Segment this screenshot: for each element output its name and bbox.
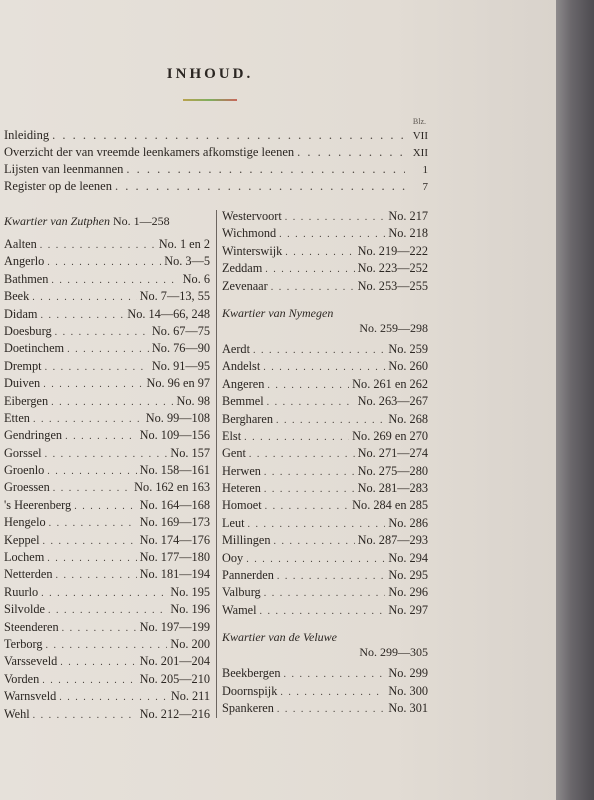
intro-contents-list [4,128,428,196]
register-entry [4,272,210,289]
leader-dots [47,466,136,477]
entry-place: Wamel [222,602,257,617]
entry-numbers: No. 211 [170,689,210,704]
entry-place: Netterden [4,567,53,582]
leader-dots [42,675,136,686]
entry-numbers: No. 271—274 [357,446,428,461]
right-column [222,209,428,718]
entry-place: Varsseveld [4,654,58,669]
register-entry [4,515,210,532]
register-entry [4,602,210,619]
register-entry [4,689,210,706]
entry-place: Warnsveld [4,689,57,704]
leader-dots [47,257,161,268]
register-entry [4,498,210,515]
entry-numbers: No. 14—66, 248 [127,306,210,321]
intro-entry [4,162,428,179]
entry-numbers: No. 295 [388,568,428,583]
register-entry [222,568,428,585]
leader-dots [55,570,136,581]
register-entry [4,359,210,376]
intro-entry-page: 1 [422,164,428,176]
leader-dots [277,704,385,715]
entry-place: Terborg [4,636,43,651]
entry-numbers: No. 174—176 [139,532,210,547]
leader-dots [280,687,385,698]
entry-numbers: No. 91—95 [151,358,210,373]
entry-numbers: No. 275—280 [357,463,428,478]
leader-dots [279,229,385,240]
entry-place: Zevenaar [222,278,268,293]
entry-place: Hengelo [4,515,46,530]
column-divider [216,210,217,718]
intro-entry [4,179,428,196]
entry-numbers: No. 98 [176,393,210,408]
entry-place: Aerdt [222,341,250,356]
entry-place: Zeddam [222,261,263,276]
entry-numbers: No. 99—108 [145,410,210,425]
register-entry [4,394,210,411]
section-numbers: No. 259—298 [359,320,428,335]
leader-dots [59,692,168,703]
leader-dots [43,379,143,390]
register-entry [222,684,428,701]
register-entry [4,376,210,393]
register-entry [222,412,428,429]
register-entry [222,377,428,394]
register-entry [4,480,210,497]
section-numbers: No. 1—258 [113,214,170,228]
entry-numbers: No. 263—267 [357,394,428,409]
entry-place: Ruurlo [4,584,39,599]
leader-dots [126,162,405,177]
entry-numbers: No. 200 [170,636,210,651]
entry-place: Westervoort [222,209,282,223]
leader-dots [276,415,385,426]
register-entry [222,261,428,278]
entry-numbers: No. 3—5 [164,254,210,269]
leader-dots [51,275,179,286]
entry-numbers: No. 6 [182,271,210,286]
entry-place: Spankeren [222,700,274,715]
leader-dots [53,483,131,494]
entry-place: Bergharen [222,411,273,426]
leader-dots [297,145,405,160]
leader-dots [67,344,149,355]
leader-dots [249,449,355,460]
entry-numbers: No. 169—173 [139,515,210,530]
intro-entry-label: Register op de leenen [4,179,112,193]
entry-place: Steenderen [4,619,59,634]
register-entry [222,342,428,359]
entry-list-zutphen [4,237,210,724]
entry-numbers: No. 7—13, 55 [139,289,210,304]
register-entry [222,533,428,550]
page-edge-shadow [556,0,594,800]
register-entry [4,289,210,306]
register-entry [4,307,210,324]
register-entry [4,341,210,358]
leader-dots [115,179,405,194]
entry-numbers: No. 260 [388,359,428,374]
register-entry [222,244,428,261]
register-entry [4,585,210,602]
entry-place: Millingen [222,533,271,548]
entry-place: Heteren [222,481,261,496]
register-entry [222,516,428,533]
leader-dots [43,536,137,547]
entry-numbers: No. 197—199 [139,619,210,634]
register-entry [4,446,210,463]
register-entry [222,209,428,226]
leader-dots [48,605,167,616]
entry-place: Doesburg [4,323,52,338]
entry-place: Andelst [222,359,261,374]
entry-place: Bemmel [222,394,264,409]
entry-numbers: No. 269 en 270 [352,428,428,443]
entry-place: Beek [4,289,30,304]
register-entry [4,672,210,689]
entry-place: Ooy [222,550,244,565]
leader-dots [62,623,137,634]
register-entry [4,567,210,584]
entry-numbers: No. 96 en 97 [146,376,210,391]
entry-numbers: No. 196 [170,602,210,617]
entry-place: Leut [222,515,245,530]
entry-place: Homoet [222,498,262,513]
register-entry [222,585,428,602]
leader-dots [263,362,385,373]
entry-numbers: No. 162 en 163 [134,480,210,495]
entry-place: Herwen [222,463,261,478]
register-entry [4,463,210,480]
entry-place: Angerlo [4,254,45,269]
leader-dots [32,292,136,303]
entry-place: Drempt [4,358,42,373]
register-entry [222,429,428,446]
register-entry [4,324,210,341]
register-entry [222,666,428,683]
register-entry [4,637,210,654]
register-entry [222,394,428,411]
leader-dots [60,657,136,668]
entry-place: Gent [222,446,246,461]
leader-dots [264,467,355,478]
entry-numbers: No. 76—90 [151,341,210,356]
entry-numbers: No. 205—210 [139,671,210,686]
leader-dots [74,501,136,512]
register-entry [4,533,210,550]
register-entry [4,411,210,428]
entry-numbers: No. 158—161 [139,463,210,478]
leader-dots [40,310,124,321]
leader-dots [55,327,149,338]
leader-dots [40,240,156,251]
register-entry [222,701,428,718]
leader-dots [41,588,167,599]
entry-numbers: No. 219—222 [357,243,428,258]
entry-place: Winterswijk [222,243,283,258]
entry-numbers: No. 195 [170,584,210,599]
leader-dots [260,606,386,617]
entry-place: Gendringen [4,428,63,443]
register-entry [222,498,428,515]
leader-dots [52,128,405,143]
entry-numbers: No. 301 [388,700,428,715]
entry-numbers: No. 164—168 [139,497,210,512]
entry-numbers: No. 284 en 285 [352,498,428,513]
register-entry [4,620,210,637]
leader-dots [46,640,168,651]
entry-list-zutphen-continued [222,209,428,296]
entry-place: Aalten [4,237,37,251]
section-heading-veluwe: Kwartier van de Veluwe [222,630,337,645]
leader-dots [248,519,386,530]
intro-entry-label: Overzicht der van vreemde leenkamers afkomstige leenen [4,145,295,159]
entry-numbers: No. 223—252 [357,261,428,276]
entry-place: Silvolde [4,602,45,617]
left-column [4,214,210,724]
entry-numbers: No. 259 [388,341,428,356]
register-entry [4,550,210,567]
register-entry [4,654,210,671]
entry-place: Beekbergen [222,666,281,681]
section-heading-nymegen: Kwartier van Nymegen [222,305,334,320]
register-entry [222,446,428,463]
entry-numbers: No. 1 en 2 [158,237,210,251]
entry-numbers: No. 268 [388,411,428,426]
leader-dots [45,449,168,460]
section-heading-zutphen [4,214,210,229]
leader-dots [49,518,137,529]
entry-numbers: No. 281—283 [357,481,428,496]
entry-place: Valburg [222,585,261,600]
register-entry [222,551,428,568]
entry-place: Eibergen [4,393,49,408]
leader-dots [246,554,385,565]
page-column-label: Blz. [412,117,426,126]
register-entry [4,237,210,254]
entry-numbers: No. 300 [388,683,428,698]
leader-dots [277,571,385,582]
section-numbers: No. 299—305 [359,645,428,660]
leader-dots [265,501,350,512]
entry-place: Wehl [4,706,30,721]
register-entry [222,359,428,376]
entry-numbers: No. 253—255 [357,278,428,293]
leader-dots [265,264,354,275]
entry-numbers: No. 261 en 262 [352,376,428,391]
entry-numbers: No. 109—156 [139,428,210,443]
entry-numbers: No. 299 [388,666,428,681]
entry-numbers: No. 297 [388,602,428,617]
register-entry [4,254,210,271]
entry-numbers: No. 177—180 [139,550,210,565]
leader-dots [267,397,355,408]
entry-place: Etten [4,410,30,425]
leader-dots [253,345,385,356]
leader-dots [274,536,355,547]
entry-place: Doornspijk [222,683,278,698]
intro-entry-page: XII [412,147,428,159]
entry-place: Keppel [4,532,40,547]
entry-numbers: No. 157 [170,445,210,460]
intro-entry-label: Lijsten van leenmannen [4,162,124,176]
entry-place: Doetinchem [4,341,65,356]
leader-dots [45,362,149,373]
entry-place: Groessen [4,480,50,495]
leader-dots [284,669,386,680]
page-title: INHOUD. [166,66,254,82]
intro-entry-page: 7 [422,181,428,193]
entry-place: Duiven [4,376,41,391]
entry-numbers: No. 294 [388,550,428,565]
register-entry [4,707,210,724]
intro-entry-page: VII [412,130,428,142]
title-ornament-rule [183,99,237,101]
entry-place: Pannerden [222,568,274,583]
register-entry [222,481,428,498]
entry-numbers: No. 181—194 [139,567,210,582]
leader-dots [264,588,386,599]
intro-entry [4,128,428,145]
leader-dots [264,484,355,495]
entry-place: Didam [4,306,38,321]
entry-numbers: No. 218 [388,226,428,241]
register-entry [4,428,210,445]
entry-numbers: No. 212—216 [139,706,210,721]
leader-dots [33,710,137,721]
entry-place: Angeren [222,376,265,391]
leader-dots [47,553,136,564]
register-entry [222,464,428,481]
entry-place: Wichmond [222,226,277,241]
register-entry [222,279,428,296]
intro-entry [4,145,428,162]
register-entry [222,226,428,243]
leader-dots [285,212,386,223]
entry-numbers: No. 296 [388,585,428,600]
entry-place: Elst [222,428,242,443]
entry-numbers: No. 286 [388,515,428,530]
entry-place: Lochem [4,550,45,565]
intro-entry-label: Inleiding [4,128,50,142]
entry-place: Bathmen [4,271,49,286]
leader-dots [267,380,349,391]
entry-numbers: No. 67—75 [151,323,210,338]
entry-numbers: No. 217 [388,209,428,223]
entry-place: Gorssel [4,445,42,460]
entry-place: Vorden [4,671,40,686]
leader-dots [33,414,143,425]
register-entry [222,603,428,620]
leader-dots [271,282,355,293]
leader-dots [244,432,349,443]
entry-numbers: No. 201—204 [139,654,210,669]
leader-dots [285,247,354,258]
entry-list-veluwe [222,666,428,718]
entry-numbers: No. 287—293 [357,533,428,548]
entry-list-nymegen [222,342,428,620]
leader-dots [65,431,137,442]
entry-place: 's Heerenberg [4,497,72,512]
entry-place: Groenlo [4,463,45,478]
leader-dots [51,397,173,408]
section-title: Kwartier van Zutphen [4,214,111,228]
